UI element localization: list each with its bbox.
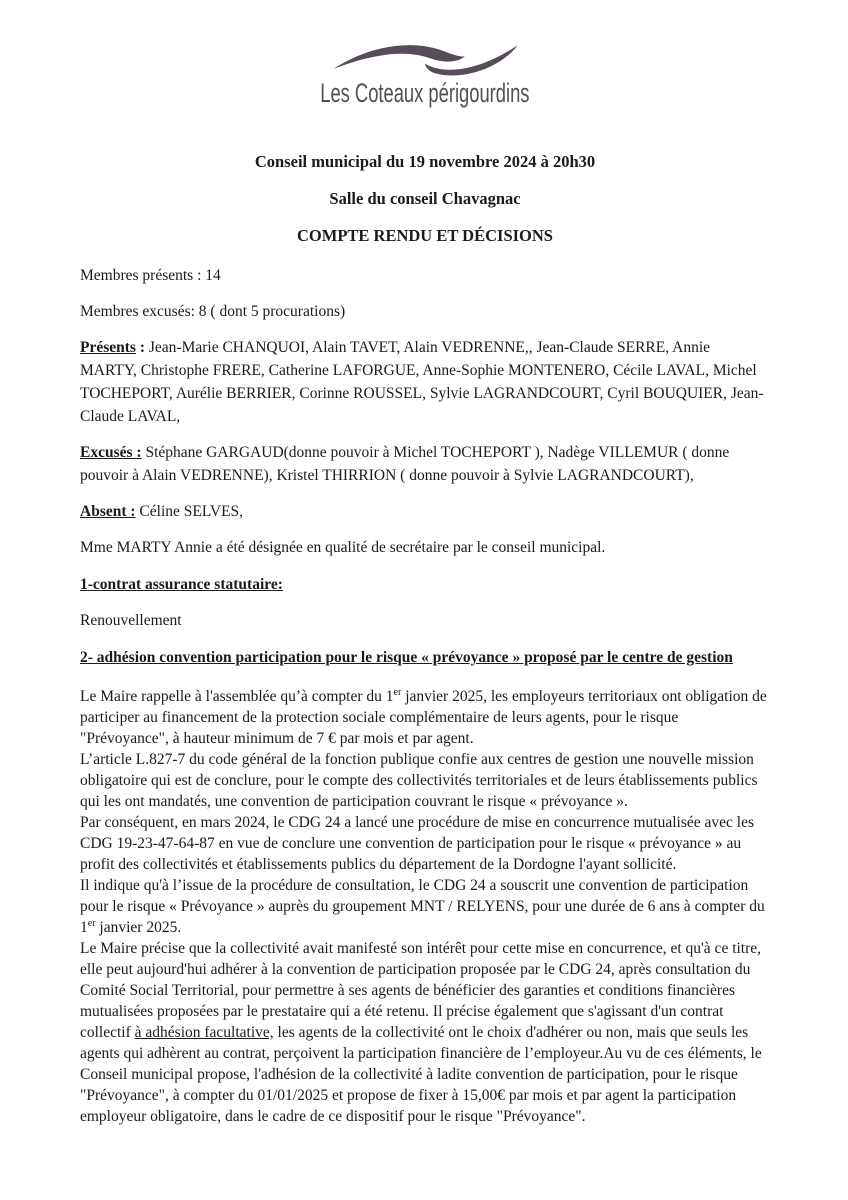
paragraph-1 [80, 686, 770, 749]
section-2-body [80, 686, 770, 1127]
meeting-title: Conseil municipal du 19 novembre 2024 à 20h30 [254, 152, 596, 171]
logo [80, 36, 770, 107]
present-separator: : [135, 339, 149, 356]
paragraph-3: Par conséquent, en mars 2024, le CDG 24 a lancé une procédure de mise en concurrence mutualisée avec les CDG 19-23-47-64-87 en vue de conclure une convention de participation pour le risque « prévoyance » au profit des collectivités et établissements publics du département de la Dordogne l'ayant sollicité. [80, 814, 754, 873]
paragraph-4-text: Il indique qu'à l’issue de la procédure de consultation, le CDG 24 a souscrit une convention de participation pour le risque « Prévoyance » auprès du groupement MNT / RELYENS, pour une durée de 6 ans à compter du 1 [80, 877, 765, 936]
logo-wordmark: Les Coteaux périgourdins [320, 78, 530, 108]
paragraph-5-text: Le Maire précise que la collectivité avait manifesté son intérêt pour cette mise en concurrence, et qu'à ce titre, elle peut aujourd'hui adhérer à la convention de participation proposée par le CDG 24, après consultation du Comité Social Territorial, pour permettre à ses agents de bénéficier des garanties et conditions financières mutualisées proposées par le prestataire qui a été retenu. Il précise également que s'agissant d'un contrat collectif [80, 940, 762, 1041]
meeting-location: Salle du conseil Chavagnac [329, 189, 521, 208]
absent-label: Absent : [80, 503, 136, 520]
section-1-heading: 1-contrat assurance statutaire: [80, 576, 283, 593]
document-type-title: COMPTE RENDU ET DÉCISIONS [297, 226, 553, 245]
underlined-phrase: à adhésion facultative, [134, 1024, 274, 1041]
present-label: Présents [80, 339, 136, 356]
paragraph-4 [80, 875, 770, 938]
paragraph-1-text: Le Maire rappelle à l'assemblée qu’à compter du 1 [80, 688, 394, 705]
absent-names: Céline SELVES, [135, 503, 244, 520]
ordinal-superscript: er [393, 686, 402, 698]
members-present-count: Membres présents : 14 [80, 267, 221, 284]
paragraph-1-text-cont: janvier 2025, les employeurs territoriaux ont obligation de participer au financement de la protection sociale complémentaire de leurs agents, pour le risque "Prévoyance", à hauteur minimum de 7 € par mois et par agent. [80, 688, 767, 747]
ordinal-superscript: er [87, 917, 96, 929]
present-members-paragraph [80, 336, 770, 428]
section-2-heading: 2- adhésion convention participation pour le risque « prévoyance » proposé par le centre de gestion [80, 649, 733, 666]
paragraph-5 [80, 938, 770, 1127]
paragraph-2: L’article L.827-7 du code général de la fonction publique confie aux centres de gestion une nouvelle mission obligatoire qui est de conclure, pour le compte des collectivités territoriales et de leurs établissements publics qui les ont mandatés, une convention de participation couvrant le risque « prévoyance ». [80, 751, 758, 810]
absent-members-paragraph [80, 500, 770, 523]
secretary-designation: Mme MARTY Annie a été désignée en qualité de secrétaire par le conseil municipal. [80, 539, 606, 556]
section-1-body: Renouvellement [80, 612, 182, 629]
excused-label: Excusés : [80, 444, 142, 461]
members-excused-count: Membres excusés: 8 ( dont 5 procurations) [80, 303, 346, 320]
excused-members-paragraph [80, 441, 770, 487]
excused-names: Stéphane GARGAUD(donne pouvoir à Michel TOCHEPORT ), Nadège VILLEMUR ( donne pouvoir à Alain VEDRENNE), Kristel THIRRION ( donne pouvoir à Sylvie LAGRANDCOURT), [80, 444, 730, 484]
present-names: Jean-Marie CHANQUOI, Alain TAVET, Alain VEDRENNE,, Jean-Claude SERRE, Annie MARTY, Christophe FRERE, Catherine LAFORGUE, Anne-Sophie MONTENERO, Cécile LAVAL, Michel TOCHEPORT, Aurélie BERRIER, Corinne ROUSSEL, Sylvie LAGRANDCOURT, Cyril BOUQUIER, Jean-Claude LAVAL, [80, 339, 764, 425]
paragraph-5-text-cont: les agents de la collectivité ont le choix d'adhérer ou non, mais que seuls les agents qui adhèrent au contrat, perçoivent la participation financière de l’employeur.Au vu de ces éléments, le Conseil municipal propose, l'adhésion de la collectivité à ladite convention de participation, pour le risque "Prévoyance", à compter du 01/01/2025 et propose de fixer à 15,00€ par mois et par agent la participation employeur obligatoire, dans le cadre de ce dispositif pour le risque "Prévoyance". [80, 1024, 762, 1125]
paragraph-4-text-cont: janvier 2025. [95, 919, 182, 936]
logo-swoosh-icon [327, 36, 523, 82]
